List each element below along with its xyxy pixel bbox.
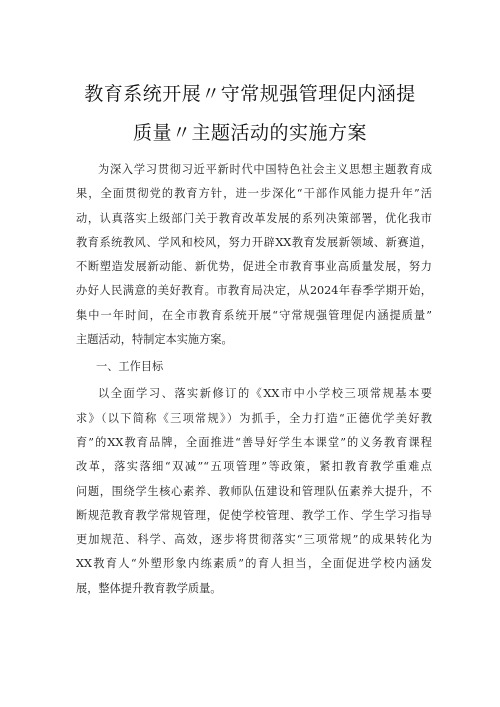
- paragraph-line: 集中一年时间，在全市教育系统开展“守常规强管理促内涵提质量”: [76, 308, 432, 322]
- paragraph-line: XX教育人“外塑形象内练素质”的育人担当，全面促进学校内涵发: [76, 557, 432, 571]
- section-heading-work-goals: 一、工作目标: [96, 360, 164, 374]
- paragraph-line: 果，全面贯彻党的教育方针，进一步深化“干部作风能力提升年”活: [76, 187, 432, 201]
- paragraph-line: 展，整体提升教育教学质量。: [76, 581, 222, 595]
- paragraph-line: 主题活动，特制定本实施方案。: [76, 333, 233, 347]
- paragraph-line: 为深入学习贯彻习近平新时代中国特色社会主义思想主题教育成: [98, 163, 432, 176]
- paragraph-line: 以全面学习、落实新修订的《XX市中小学校三项常规基本要: [98, 387, 432, 401]
- paragraph-work-goals: [76, 382, 432, 601]
- paragraph-line: 更加规范、科学、高效，逐步将贯彻落实“三项常规”的成果转化为: [76, 533, 432, 547]
- paragraph-line: 断规范教育教学常规管理，促使学校管理、教学工作、学生学习指导: [76, 508, 432, 522]
- document-title-line-2: 质量〃主题活动的实施方案: [132, 122, 367, 144]
- paragraph-line: 办好人民满意的美好教育。市教育局决定，从2024年春季学期开始，: [76, 284, 432, 298]
- paragraph-line: 动，认真落实上级部门关于教育改革发展的系列决策部署，优化我市: [76, 211, 432, 225]
- paragraph-line: 育”的XX教育品牌，全面推进“善导好学生本课堂”的义务教育课程: [76, 435, 432, 449]
- document-body: [76, 158, 432, 601]
- paragraph-line: 问题，围绕学生核心素养、教师队伍建设和管理队伍素养大提升，不: [76, 484, 432, 498]
- paragraph-intro: [76, 158, 432, 352]
- paragraph-line: 求》（以下简称《三项常规》）为抓手，全力打造“正德优学美好教: [76, 411, 432, 425]
- paragraph-line: 改革，落实落细“双减”“五项管理”等政策，紧扣教育教学重难点: [76, 460, 432, 474]
- paragraph-line: 教育系统教风、学风和校风，努力开辟XX教育发展新领域、新赛道，: [76, 235, 432, 249]
- document-title-line-1: 教育系统开展〃守常规强管理促内涵提: [84, 83, 416, 105]
- paragraph-line: 不断塑造发展新动能、新优势，促进全市教育事业高质量发展，努力: [76, 260, 432, 274]
